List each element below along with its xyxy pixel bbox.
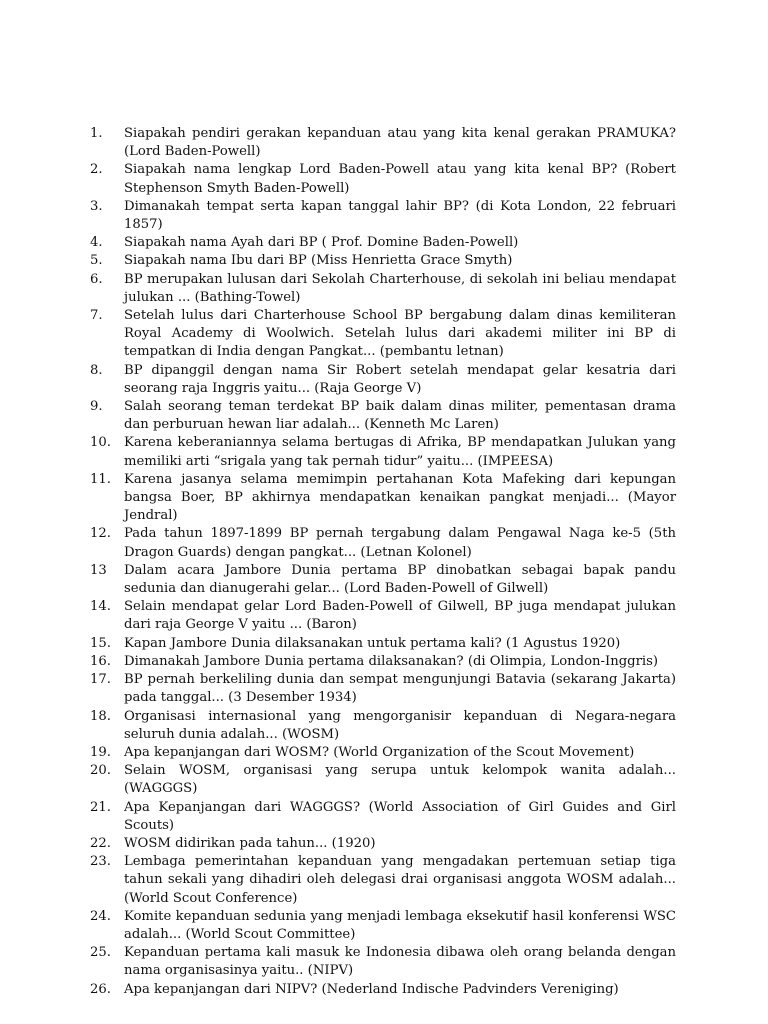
question-text: Komite kepanduan sedunia yang menjadi lembaga eksekutif hasil konferensi WSC adalah... (World Scout Committee)	[124, 908, 676, 942]
question-text: BP dipanggil dengan nama Sir Robert setelah mendapat gelar kesatria dari seorang raja Inggris yaitu... (Raja George V)	[124, 362, 676, 396]
question-number: 1.	[90, 126, 103, 141]
question-item	[0, 744, 768, 762]
question-text: Organisasi internasional yang mengorganisir kepanduan di Negara-negara seluruh dunia adalah... (WOSM)	[124, 708, 676, 742]
question-item	[0, 762, 768, 798]
question-number: 23.	[90, 854, 111, 870]
question-item	[0, 653, 768, 671]
question-text: Apa Kepanjangan dari WAGGGS? (World Association of Girl Guides and Girl Scouts)	[124, 799, 676, 833]
question-number: 2.	[90, 162, 103, 178]
question-item	[0, 799, 768, 835]
question-item	[0, 944, 768, 980]
question-number: 20.	[90, 763, 111, 779]
question-item	[0, 271, 768, 307]
question-number: 3.	[90, 198, 103, 214]
question-text: WOSM didirikan pada tahun... (1920)	[124, 835, 376, 851]
question-number: 11.	[90, 471, 111, 487]
question-number: 6.	[90, 271, 103, 287]
question-text: Kapan Jambore Dunia dilaksanakan untuk pertama kali? (1 Agustus 1920)	[124, 635, 621, 651]
question-list	[0, 125, 768, 999]
question-number: 13	[90, 562, 107, 578]
question-text: Siapakah pendiri gerakan kepanduan atau yang kita kenal gerakan PRAMUKA? (Lord Baden-Powell)	[124, 126, 676, 160]
question-text: Siapakah nama lengkap Lord Baden-Powell atau yang kita kenal BP? (Robert Stephenson Smyth Baden-Powell)	[124, 162, 676, 196]
question-item	[0, 398, 768, 434]
question-number: 12.	[90, 526, 111, 542]
question-number: 8.	[90, 362, 103, 378]
question-number: 4.	[90, 235, 103, 251]
question-number: 22.	[90, 835, 111, 851]
question-text: Selain mendapat gelar Lord Baden-Powell of Gilwell, BP juga mendapat julukan dari raja George V yaitu ... (Baron)	[124, 599, 676, 633]
question-number: 17.	[90, 672, 111, 688]
question-item	[0, 708, 768, 744]
question-item	[0, 471, 768, 526]
question-text: Dalam acara Jambore Dunia pertama BP dinobatkan sebagai bapak pandu sedunia dan dianugerahi gelar... (Lord Baden-Powell of Gilwell)	[124, 562, 676, 597]
question-item	[0, 434, 768, 470]
question-text: BP merupakan lulusan dari Sekolah Charterhouse, di sekolah ini beliau mendapat julukan ... (Bathing-Towel)	[124, 271, 676, 305]
question-text: Siapakah nama Ibu dari BP (Miss Henrietta Grace Smyth)	[124, 253, 513, 269]
question-text: Siapakah nama Ayah dari BP ( Prof. Domine Baden-Powell)	[124, 235, 519, 251]
question-number: 21.	[90, 799, 111, 815]
question-text: Karena keberaniannya selama bertugas di Afrika, BP mendapatkan Julukan yang memiliki arti “srigala yang tak pernah tidur” yaitu... (IMPEESA)	[124, 435, 676, 469]
question-item	[0, 198, 768, 234]
question-item	[0, 671, 768, 707]
question-text: Selain WOSM, organisasi yang serupa untuk kelompok wanita adalah... (WAGGGS)	[124, 763, 676, 797]
question-item	[0, 234, 768, 252]
question-item	[0, 252, 768, 270]
question-number: 24.	[90, 908, 111, 924]
question-number: 15.	[90, 635, 111, 651]
question-text: Lembaga pemerintahan kepanduan yang mengadakan pertemuan setiap tiga tahun sekali yang dihadiri oleh delegasi drai organisasi anggota WOSM adalah... (World Scout Conference)	[124, 854, 676, 906]
question-item	[0, 525, 768, 561]
question-text: Dimanakah tempat serta kapan tanggal lahir BP? (di Kota London, 22 februari 1857)	[124, 198, 676, 233]
question-text: Kepanduan pertama kali masuk ke Indonesia dibawa oleh orang belanda dengan nama organisasinya yaitu.. (NIPV)	[124, 945, 676, 979]
question-number: 26.	[90, 981, 111, 997]
question-item	[0, 362, 768, 398]
question-text: BP pernah berkeliling dunia dan sempat mengunjungi Batavia (sekarang Jakarta) pada tanggal... (3 Desember 1934)	[124, 672, 676, 706]
question-item	[0, 835, 768, 853]
question-number: 16.	[90, 653, 111, 669]
question-number: 14.	[90, 599, 111, 615]
question-item	[0, 598, 768, 634]
question-text: Apa kepanjangan dari NIPV? (Nederland Indische Padvinders Vereniging)	[124, 981, 619, 997]
question-text: Salah seorang teman terdekat BP baik dalam dinas militer, pementasan drama dan perburuan hewan liar adalah... (Kenneth Mc Laren)	[124, 399, 676, 433]
question-item	[0, 125, 768, 161]
question-item	[0, 981, 768, 999]
question-text: Pada tahun 1897-1899 BP pernah tergabung dalam Pengawal Naga ke-5 (5th Dragon Guards) dengan pangkat... (Letnan Kolonel)	[124, 526, 676, 560]
question-number: 7.	[90, 308, 103, 324]
question-number: 10.	[90, 435, 111, 451]
question-text: Karena jasanya selama memimpin pertahanan Kota Mafeking dari kepungan bangsa Boer, BP akhirnya mendapatkan kenaikan pangkat menjadi... (Mayor Jendral)	[124, 471, 676, 524]
question-text: Setelah lulus dari Charterhouse School BP bergabung dalam dinas kemiliteran Royal Academy di Woolwich. Setelah lulus dari akademi militer ini BP di tempatkan di India dengan Pangkat... (pembantu letnan)	[124, 308, 676, 360]
question-text: Apa kepanjangan dari WOSM? (World Organization of the Scout Movement)	[124, 744, 635, 760]
question-number: 19.	[90, 744, 111, 760]
question-text: Dimanakah Jambore Dunia pertama dilaksanakan? (di Olimpia, London-Inggris)	[124, 653, 659, 669]
question-item	[0, 161, 768, 197]
question-item	[0, 307, 768, 362]
question-item	[0, 908, 768, 944]
question-number: 9.	[90, 399, 103, 415]
question-item	[0, 635, 768, 653]
question-number: 5.	[90, 253, 103, 269]
question-item	[0, 562, 768, 598]
question-number: 18.	[90, 708, 111, 724]
question-item	[0, 853, 768, 908]
question-number: 25.	[90, 945, 111, 961]
